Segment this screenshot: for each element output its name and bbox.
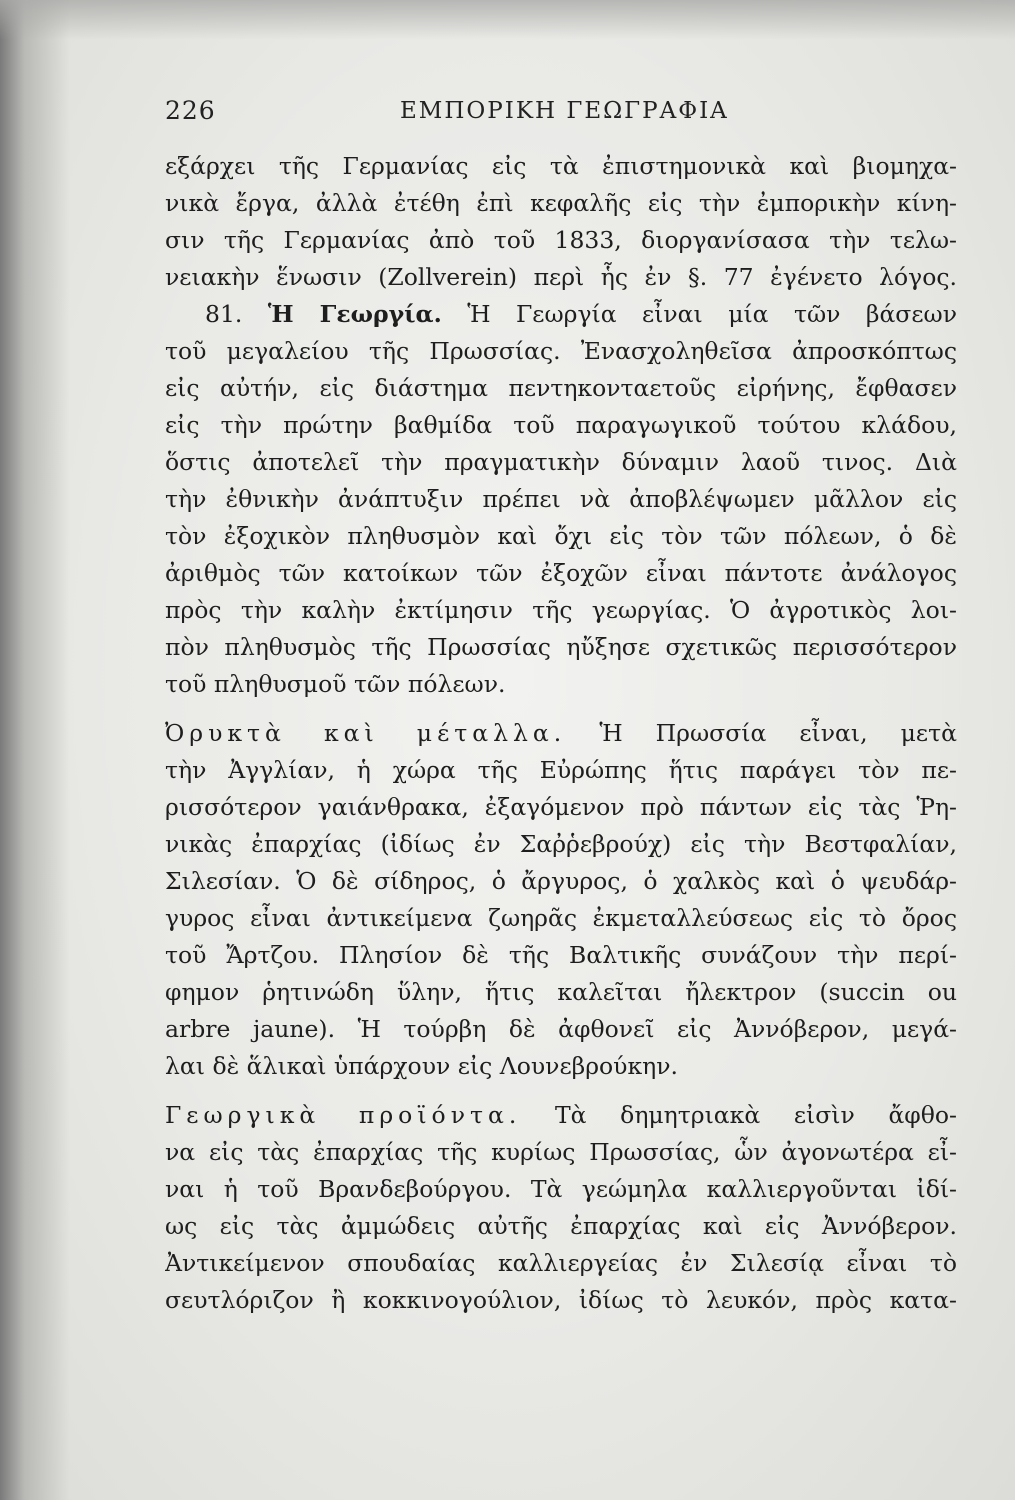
top-edge-shadow — [0, 0, 1015, 40]
paragraph-gap — [165, 703, 957, 715]
section-first-line — [165, 296, 957, 333]
section-81 — [165, 296, 957, 703]
text-line: σευτλόριζον ἢ κοκκινογούλιον, ἰδίως τὸ λευκόν, πρὸς κατα- — [165, 1286, 957, 1314]
text-line: τοῦ πληθυσμοῦ τῶν πόλεων. — [165, 670, 506, 698]
text-line: πρὸς τὴν καλὴν ἐκτίμησιν τῆς γεωργίας. Ὁ ἀγροτικὸς λοι- — [165, 596, 957, 624]
paragraph-first-line — [165, 715, 957, 752]
text-line: νικὰ ἔργα, ἀλλὰ ἐτέθη ἐπὶ κεφαλῆς εἰς τὴν ἐμπορικὴν κίνη- — [165, 189, 957, 217]
agriculture-paragraph — [165, 1097, 957, 1319]
section-first-text: Ἡ Γεωργία εἶναι μία τῶν βάσεων — [467, 300, 957, 328]
paragraph-heading: Ὀρυκτὰ καὶ μέταλλα. — [165, 719, 567, 747]
minerals-paragraph — [165, 715, 957, 1085]
text-line: φημον ῥητινώδη ὕλην, ἥτις καλεῖται ἤλεκτρον (succin ou — [165, 978, 957, 1006]
body-text — [165, 148, 957, 1319]
text-line: τὸν ἐξοχικὸν πληθυσμὸν καὶ ὄχι εἰς τὸν τῶν πόλεων, ὁ δὲ — [165, 522, 957, 550]
section-number: 81. — [205, 300, 243, 328]
paragraph-first-text: Ἡ Πρωσσία εἶναι, μετὰ — [599, 719, 957, 747]
text-line: λαι δὲ ἅλικαὶ ὑπάρχουν εἰς Λουνεβρούκην. — [165, 1052, 678, 1080]
text-line: γυρος εἶναι ἀντικείμενα ζωηρᾶς ἐκμεταλλεύσεως εἰς τὸ ὄρος — [165, 904, 957, 932]
paragraph-gap — [165, 1085, 957, 1097]
text-line: εἰς αὐτήν, εἰς διάστημα πεντηκονταετοῦς εἰρήνης, ἔφθασεν — [165, 374, 957, 402]
text-line: ναι ἡ τοῦ Βρανδεβούργου. Τὰ γεώμηλα καλλιεργοῦνται ἰδί- — [165, 1175, 957, 1203]
text-line: ρισσότερον γαιάνθρακα, ἐξαγόμενον πρὸ πάντων εἰς τὰς Ῥη- — [165, 793, 957, 821]
text-line: ὅστις ἀποτελεῖ τὴν πραγματικὴν δύναμιν λαοῦ τινος. Διὰ — [165, 448, 957, 476]
text-line: νειακὴν ἕνωσιν (Zollverein) περὶ ἧς ἐν §. 77 ἐγένετο λόγος. — [165, 263, 957, 291]
text-line: ἀριθμὸς τῶν κατοίκων τῶν ἐξοχῶν εἶναι πάντοτε ἀνάλογος — [165, 559, 957, 587]
text-line: arbre jaune). Ἡ τούρβη δὲ ἀφθονεῖ εἰς Ἀννόβερον, μεγά- — [165, 1015, 957, 1043]
paragraph-first-text: Τὰ δημητριακὰ εἰσὶν ἄφθο- — [554, 1101, 957, 1129]
text-line: νικὰς ἐπαρχίας (ἰδίως ἐν Σαῤῥεβρούχ) εἰς τὴν Βεστφαλίαν, — [165, 830, 957, 858]
text-line: τὴν Ἀγγλίαν, ἡ χώρα τῆς Εὐρώπης ἥτις παράγει τὸν πε- — [165, 756, 957, 784]
binding-shadow — [0, 0, 70, 1500]
text-line: πὸν πληθυσμὸς τῆς Πρωσσίας ηὔξησε σχετικῶς περισσότερον — [165, 633, 957, 661]
section-heading: Ἡ Γεωργία. — [267, 300, 442, 328]
text-line: ως εἰς τὰς ἀμμώδεις αὐτῆς ἐπαρχίας καὶ εἰς Ἀννόβερον. — [165, 1212, 957, 1240]
text-line: σιν τῆς Γερμανίας ἀπὸ τοῦ 1833, διοργανίσασα τὴν τελω- — [165, 226, 957, 254]
text-line: εξάρχει τῆς Γερμανίας εἰς τὰ ἐπιστημονικὰ καὶ βιομηχα- — [165, 152, 957, 180]
text-line: Σιλεσίαν. Ὁ δὲ σίδηρος, ὁ ἄργυρος, ὁ χαλκὸς καὶ ὁ ψευδάρ- — [165, 867, 957, 895]
running-head: ΕΜΠΟΡΙΚΗ ΓΕΩΓΡΑΦΙΑ — [400, 98, 729, 124]
paragraph-continuation — [165, 148, 957, 296]
paragraph-heading: Γεωργικὰ προϊόντα. — [165, 1101, 522, 1129]
text-line: τὴν ἐθνικὴν ἀνάπτυξιν πρέπει νὰ ἀποβλέψωμεν μᾶλλον εἰς — [165, 485, 957, 513]
text-line: τοῦ μεγαλείου τῆς Πρωσσίας. Ἐνασχοληθεῖσα ἀπροσκόπτως — [165, 337, 957, 365]
text-line: εἰς τὴν πρώτην βαθμίδα τοῦ παραγωγικοῦ τούτου κλάδου, — [165, 411, 957, 439]
page-number: 226 — [165, 96, 216, 125]
text-line: να εἰς τὰς ἐπαρχίας τῆς κυρίως Πρωσσίας, ὧν ἀγονωτέρα εἶ- — [165, 1138, 957, 1166]
paragraph-first-line — [165, 1097, 957, 1134]
page-header — [165, 96, 955, 136]
text-line: Ἀντικείμενον σπουδαίας καλλιεργείας ἐν Σιλεσίᾳ εἶναι τὸ — [165, 1249, 957, 1277]
text-line: τοῦ Ἄρτζου. Πλησίον δὲ τῆς Βαλτικῆς συνάζουν τὴν περί- — [165, 941, 957, 969]
